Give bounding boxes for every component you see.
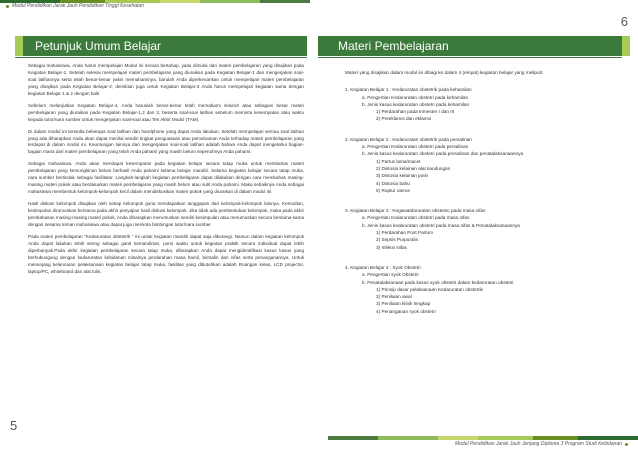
list-subitem: 3) Distosia kelainan janin [376,173,429,179]
list-subitem: 2) Distosia kelainan alat kandungan [376,165,451,171]
list-subitem: 1) Perdarahan Post Partum [376,230,434,236]
list-subitem: 2) Penilaian awal [376,294,412,300]
bullet-icon [625,443,628,446]
list-subitem: 3) Infeksi Nifas [376,244,407,250]
list-item: a. Pengertian syok Obstetri [362,272,419,278]
kegiatan-title: 1. Kegiatan Belajar 1 : Kedaruratan obstetrik pada kehamilan [345,87,472,93]
list-subitem: 2) Sepsis Purpuralis [376,237,418,243]
section-heading-text: Materi Pembelajaran [338,39,449,53]
list-subitem: 2) Preeklamsi dan eklamsi [376,116,431,122]
section-heading-petunjuk [15,36,307,56]
kegiatan-belajar-3 [345,207,615,251]
divider [15,57,307,58]
list-item: a. Pengertian Kedaruratan obstetri pada kehamilan [362,94,469,100]
list-subitem: 1) Perdarahan pada trimester I dan III [376,109,455,115]
list-item: b. Jenis kasus kedaruratan obstetri pada persalinan dan penatalaksanaannya [362,151,524,157]
paragraph: Hasil diskusi kelompok disajikan oleh setiap kelompok guna mendapatkan tanggapan dari kelompok-kelompok lainnya. Kemudian, kesimpulan dirumuskan bersama pada akhir penyajian hasil diskusi kelompok. Jika tidak ada pembentukan kelompok, maka pada akhir pembahasan masing-masing materi pokok, Anda diharapkan merumuskan sendiri kesimpulan atau merumuskan secara bersama-sama dengan sesama teman mahasiswa atau dapat juga meminta bimbingan tutor/nara sumber. [28,201,304,227]
right-column-body [345,69,615,328]
section-heading-text: Petunjuk Umum Belajar [35,39,162,53]
list-item: b. Penatalaksanaan pada kasus syok obstetri dalam kedaruratan obstetri [362,279,514,285]
bullet-icon [6,5,9,8]
heading-accent [15,36,23,56]
header-title-text: Modul Pendidikan Jarak Jauh Pendidikan Tinggi Kesehatan [12,3,144,9]
list-item: a. Pengertian Kedaruratan obstetri pada persalinan [362,144,469,150]
paragraph: Sebelum melanjutkan Kegiatan Belajar-4, Anda harusiah benar-benar telah memahami seluruh atau sebagian besar materi pembelajaran yang diuraikan pada Kegiatan Belajar-1,2 dan 3, beserta soal-soal latihan sebelum meminta kesempatan atau waktu kepada tutor/nara sumber untuk mengerjakan soal-soal atau Tes Akhir Modul (TAM). [28,102,304,122]
list-subitem: 4) Distosia bahu [376,180,410,186]
page-header [0,0,638,11]
list-subitem: 1) Partus lama/macet [376,158,421,164]
footer-color-strip [328,436,638,440]
header-title [6,3,144,9]
heading-accent [622,36,630,56]
page-number-left: 5 [10,418,18,433]
kegiatan-belajar-4 [345,264,615,315]
section-heading-materi [318,36,622,56]
list-subitem: 4) Penanganan syok obstetri [376,308,436,314]
left-column-body [28,63,304,281]
list-item: a. Pengertian Kedaruratan obstetri pada masa nifas [362,215,470,221]
kegiatan-belajar-1 [345,86,615,122]
divider [318,57,622,58]
list-subitem: 5) Ruptur uterus [376,187,410,193]
page-number-right: 6 [620,14,628,29]
kegiatan-title: 3. Kegiatan Belajar 3 : Kegawatdaruratan obstetric pada masa nifas [345,208,486,214]
kegiatan-title: 2. Kegiatan Belajar 2 : Kedaruratan obstetrik pada persalinan [345,136,472,142]
paragraph: Sebagai mahasiswa, Anda harus mempelajari Modul ini secara bertahap, yaitu dimulai dari materi pembelajaran yang disajikan pada Kegiatan Belajar-1. Setelah selesai mempelajari materi pembelajaran yang diuraikan pada Kegiatan Belajar-1 dan mengerjakan soal-soal latihannya serta telah benar-benar yakin memahaminya, barulah Anda diperkenankan untuk mempelajari materi pembelajaran yang disajikan pada Kegiatan Belajar-2, demikian juga untuk Kegiatan Belajar-3 Anda harus mempelajari kegiatan sama dengan kegiatan Belajar 1 & 2 dengan baik [28,63,304,96]
paragraph: Sebagai mahasiswa, Anda akan mendapat kesempatan pada kegiatan belajar secara tatap muka untuk membahas materi pembelajaran yang kemungkinan belum berhasil Anda pahami selama belajar mandiri. Selama kegiatan belajar secara tatap muka, nara sumber bertindak sebagai fasilitator. Langkah-langkah kegiatan pembelajaran dapat dilakukan dengan cara membahas masing-masing materi pokok atau berdasarkan materi pembelajaran yang masih belum atau sulit Anda pahami. Maka sebaiknya Anda sebagai mahasiswa membentuk kelompok-kelompok kecil dalam mendiskusikan materi pokok yang diuraikan di dalam modul ini. [28,161,304,195]
paragraph: Pada materi pembelajaran "Kedaruratan obstetrik " ini untuk kegiatan mandiri dapat saja dikurangi. Namun dalam kegiatan kelompok Anda dapat lakukan lebih sering sebagai ganti kemandirian, porsi waktu untuk kegiatan praktik secara individual dapat lebih diperbanyak.Pada akhir kegiatan pembelajaran secara tatap muka, diharapkan Anda dapat mengidentifikasi kasus kasus yang berhubungang dengan kedaruratan kebidanan misalnya perdarahan masa hamil, bersalin dan nifas serta penanganannya. Untuk menunjang kelancaran pelaksanaan kegiatan belajar tatap muka, fasilitas yang dibutuhkan adalah Ruangan kelas, LCD projector, laptop/PC, whiteboard dan alat tulis. [28,233,304,274]
kegiatan-title: 4. Kegiatan Belajar 4 : Syok Obstetri [345,264,421,270]
footer-title [455,441,628,447]
list-item: b. Jenis kasus kedaruratan obstetri pada kehamilan [362,101,470,107]
list-subitem: 3) Penilaian klinik lengkap [376,301,431,307]
paragraph: Di dalam modul ini tersedia beberapa soal latihan dan handphone yang dapat Anda lakukan. Setelah mempelajari semua soal latihan yang ada diharapkan Anda akan dapat menilai sendiri tingkat penguasaan atau pemahaman Anda terhadap materi pembelajaran yang terdapat di dalam modul ini. Keuntungan lainnya dari mengerjakan soal-soal latihan adalah bahwa Anda dapat mengetahui bagian-bagian mana dari materi pembelajaran yang telah Anda pahami yang masih belum sepenuhnya Anda pahami. [28,128,304,155]
list-subitem: 1) Prinsip dasar pelaksanaan Kedaruratan obstetrik [376,286,483,292]
materi-intro: Materi yang disajikan dalam modul ini dibagi ke dalam 4 (empat) kegiatan belajar yang meliputi: [345,70,544,75]
list-item: b. Jenis kasus kedaruratan obstetri pada masa nifas & Penatalaksanaannya [362,222,520,228]
footer-title-text: Modul Pendidikan Jarak Jauh Jenjang Diploma 3 Program Studi Kebidanan [454,441,622,447]
kegiatan-belajar-2 [345,136,615,194]
